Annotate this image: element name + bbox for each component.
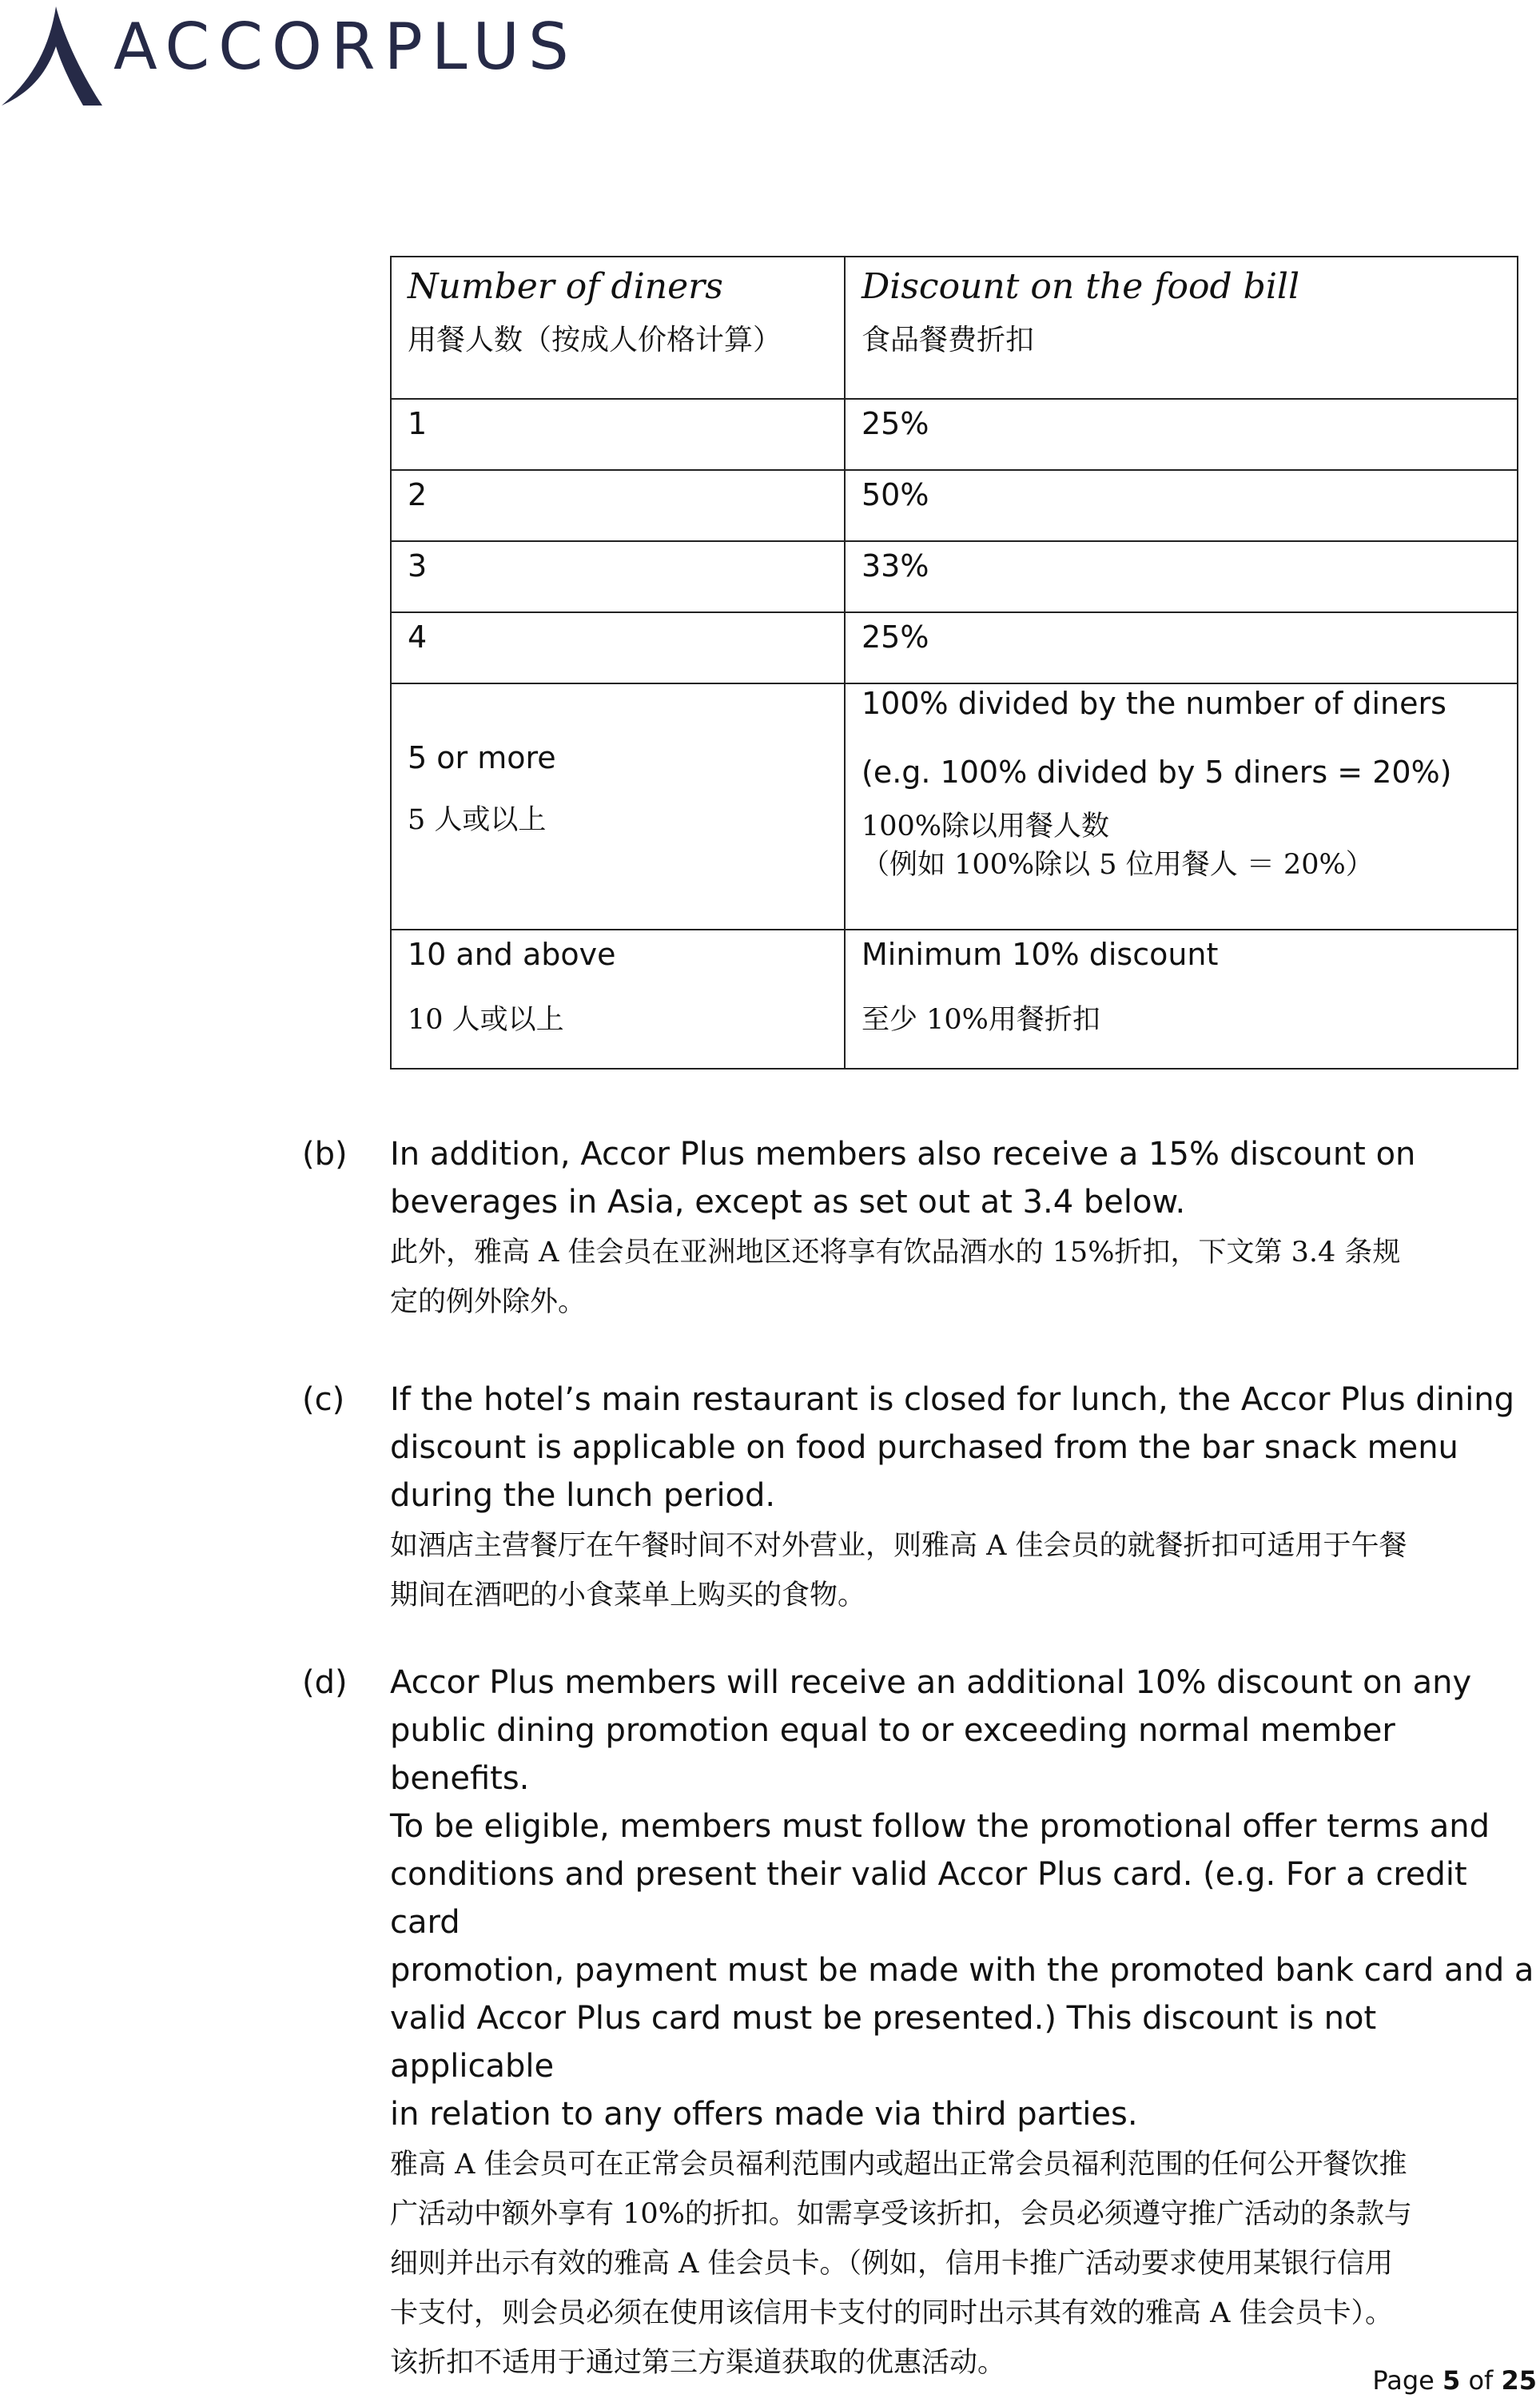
header-cell-diners bbox=[391, 257, 845, 399]
diners-value-en: 5 or more bbox=[408, 740, 556, 775]
discount-value-cn: 至少 10%用餐折扣 bbox=[862, 1004, 1100, 1036]
discount-example-cn: （例如 100%除以 5 位用餐人 ＝ 20%） bbox=[862, 849, 1374, 881]
discount-value-cn: 100%除以用餐人数 bbox=[862, 811, 1110, 842]
clause-text-en: If the hotel’s main restaurant is closed for lunch, the Accor Plus dining discount is applicable on food purchased from the bar snack menu during the lunch period. bbox=[390, 1381, 1514, 1514]
diners-value-en: 10 and above bbox=[408, 937, 616, 972]
discount-value: 50% bbox=[862, 477, 929, 512]
page-number bbox=[1372, 2364, 1537, 2396]
diners-value-cn: 5 人或以上 bbox=[408, 804, 547, 836]
clause-body bbox=[390, 1376, 1540, 1620]
dining-discount-table bbox=[390, 256, 1518, 1070]
header-diners-cn: 用餐人数（按成人价格计算） bbox=[408, 324, 782, 357]
header-discount-en: Discount on the food bill bbox=[862, 266, 1300, 307]
header-cell-discount bbox=[845, 257, 1518, 399]
diners-value: 1 bbox=[408, 406, 428, 441]
of-word: of bbox=[1468, 2365, 1494, 2396]
total-pages: 25 bbox=[1501, 2365, 1537, 2396]
table-row bbox=[391, 399, 1518, 470]
table-row bbox=[391, 612, 1518, 683]
clause-text-en: Accor Plus members will receive an additional 10% discount on any public dining promotion equal to or exceeding normal member benefits. To be eligible, members must follow the promotional offer terms and conditions and present their valid Accor Plus card. (e.g. For a credit card promotion, payment must be made with the promoted bank card and a valid Accor Plus card must be presented.) This discount is not applicable in relation to any offers made via third parties. bbox=[390, 1664, 1534, 2133]
accorplus-logo bbox=[0, 0, 663, 112]
page-word: Page bbox=[1372, 2365, 1435, 2396]
discount-value-en: Minimum 10% discount bbox=[862, 937, 1219, 972]
clause-text-cn: 此外，雅高 A 佳会员在亚洲地区还将享有饮品酒水的 15%折扣，下文第 3.4 条规 定的例外除外。 bbox=[390, 1237, 1401, 1318]
diners-value: 3 bbox=[408, 548, 428, 584]
table-row bbox=[391, 541, 1518, 612]
accor-mountain-icon bbox=[0, 0, 112, 112]
clause-label: (b) bbox=[302, 1136, 348, 1173]
table-row-five-or-more bbox=[391, 683, 1518, 930]
current-page: 5 bbox=[1443, 2365, 1461, 2396]
clause-body bbox=[390, 1130, 1540, 1327]
discount-example-en: (e.g. 100% divided by 5 diners = 20%) bbox=[862, 755, 1452, 790]
clause-label: (d) bbox=[302, 1664, 348, 1701]
clause-body bbox=[390, 1659, 1540, 2388]
discount-value-en: 100% divided by the number of diners bbox=[862, 686, 1446, 721]
diners-value-cn: 10 人或以上 bbox=[408, 1004, 564, 1036]
clause-label: (c) bbox=[302, 1381, 345, 1418]
header-discount-cn: 食品餐费折扣 bbox=[862, 324, 1035, 357]
header-diners-en: Number of diners bbox=[408, 266, 723, 307]
table-row-ten-and-above bbox=[391, 930, 1518, 1069]
table-header-row bbox=[391, 257, 1518, 399]
clause-text-en: In addition, Accor Plus members also receive a 15% discount on beverages in Asia, except as set out at 3.4 below. bbox=[390, 1136, 1416, 1221]
diners-value: 4 bbox=[408, 619, 428, 655]
discount-value: 33% bbox=[862, 548, 929, 584]
discount-value: 25% bbox=[862, 406, 929, 441]
diners-value: 2 bbox=[408, 477, 428, 512]
clause-text-cn: 雅高 A 佳会员可在正常会员福利范围内或超出正常会员福利范围的任何公开餐饮推 广活动中额外享有 10%的折扣。如需享受该折扣，会员必须遵守推广活动的条款与 细则并出示有效的雅高 A 佳会员卡。（例如，信用卡推广活动要求使用某银行信用 卡支付，则会员必须在使用该信用卡支付的同时出示其有效的雅高 A 佳会员卡）。 该折扣不适用于通过第三方渠道获取的优惠活动。 bbox=[390, 2149, 1412, 2379]
clause-text-cn: 如酒店主营餐厅在午餐时间不对外营业，则雅高 A 佳会员的就餐折扣可适用于午餐 期间在酒吧的小食菜单上购买的食物。 bbox=[390, 1530, 1407, 1611]
discount-value: 25% bbox=[862, 619, 929, 655]
table-row bbox=[391, 470, 1518, 541]
brand-wordmark: ACCORPLUS bbox=[113, 10, 578, 84]
